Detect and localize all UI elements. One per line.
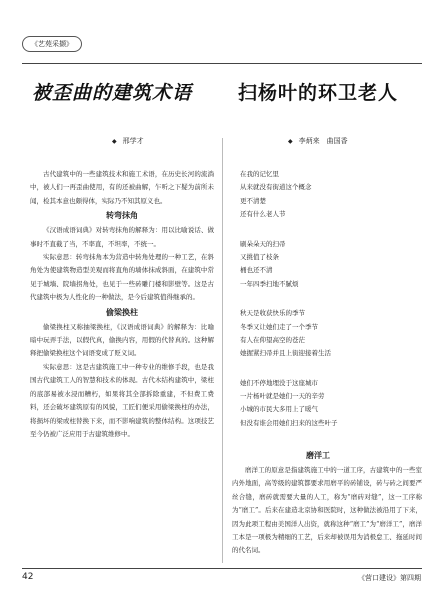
bullet-icon: ◆	[112, 138, 117, 145]
poem-line: 刷朵朵天的扫帚	[240, 239, 286, 248]
poem-line: 冬季又让她们走了一个季节	[240, 322, 318, 331]
poem-line: 从来就没有街道这个概念	[240, 183, 312, 192]
poem-stanza	[232, 238, 422, 292]
poem-line: 有人在仰望高空的苍茫	[240, 335, 305, 344]
column-divider	[222, 138, 223, 563]
right-article-author	[288, 136, 348, 146]
poem	[232, 168, 422, 446]
left-author-name: 邢学才	[122, 137, 144, 145]
paragraph: 偷梁换柱又称抽梁换柱，《汉语成语词典》的解释为：比喻暗中玩弄手法，以假代真，偷换内容，用假的代替真的。这种解释把偷梁换柱这个词语变成了贬义词。	[30, 322, 214, 358]
subheading: 偷梁换柱	[106, 307, 138, 317]
paragraph: 磨洋工的原意是指建筑施工中的一道工序，古建筑中的一些室内外地面，高等级的建筑都要求用磨平的砖铺设，砖与砖之间要严丝合缝，磨砖就需要大量的人工，称为“磨砖对缝”，这一工序称为“磨工”。后来在建造北京协和医院时，这种做法被沿用了下来，因为此项工程由美国洋人出资，就称这种“磨工”为“磨洋工”，磨洋工本是一项极为精细的工艺，后来却被误用为消极怠工、拖延时间的代名词。	[232, 466, 422, 555]
paragraph: 实际意思：转弯抹角本为营造中转角处理的一种工艺，在斜角处为使建筑物造型美观而将直角的墙体抹成斜面，在建筑中常见于城墙、院墙拐角处，也见于一些砖雕门楼和影壁等。这是古代建筑中极为人性化的一种做法，是今后建筑值得继承的。	[30, 253, 214, 302]
left-article-body	[30, 168, 214, 441]
paragraph: 实际意思：这是古建筑施工中一种专业的维修手段，也是我国古代建筑工人的智慧和技术的体现。古代木结构建筑中，梁柱的底部易被水浸而糟朽，如果将其全部拆除重建，不但费工费料，还会破坏建筑原有的风貌，工匠们便采用偷梁换柱的办法，将损坏的梁或柱替换下来，而不影响建筑的整体结构。这项技艺至今仍被广泛应用于古建筑维修中。	[30, 362, 214, 438]
poem-line: 她们不停地埋没于这座城市	[240, 378, 318, 387]
page-number: 42	[22, 572, 34, 582]
poem-line: 在我的记忆里	[240, 170, 279, 178]
right-article-section	[232, 448, 422, 558]
right-author-name: 李炳来 曲国香	[298, 137, 348, 145]
paragraph: 古代建筑中的一些建筑技术和施工术语，在历史长河的流淌中，被人们一再歪曲使用，有的还被曲解，乍听之下疑为前所未闻，检其本意也颇得体，实际乃不知其原义也。	[30, 170, 214, 205]
subheading: 转弯抹角	[106, 211, 138, 221]
poem-line: 她握紧扫帚并且上街迎接着生活	[240, 349, 331, 358]
journal-name: 《营口建设》第四期	[358, 574, 421, 582]
poem-line: 但没有谁会用她们扫来的这些叶子	[240, 418, 338, 427]
poem-line: 一片杨叶就是她们一天的辛劳	[240, 392, 325, 401]
poem-stanza	[232, 377, 422, 431]
poem-line: 桶也还不清	[240, 266, 273, 275]
left-article-title: 被歪曲的建筑术语	[32, 82, 193, 104]
poem-line: 一年四季扫地不腻烦	[240, 279, 299, 288]
poem-line: 又挑值了枝条	[240, 252, 279, 261]
section-tag: 《艺苑采撷》	[22, 36, 82, 52]
poem-line: 秋天是收获快乐的季节	[240, 309, 305, 318]
poem-line: 小城的市民大多用上了暖气	[240, 405, 318, 414]
footer-rule	[22, 568, 422, 569]
left-article-author	[112, 136, 144, 146]
right-article-title: 扫杨叶的环卫老人	[238, 82, 399, 104]
header-rule	[22, 63, 422, 64]
poem-line: 更不清楚	[240, 196, 266, 205]
bullet-icon: ◆	[288, 138, 293, 145]
paragraph: 《汉语成语词典》对转弯抹角的解释为：用以比喻说话、做事时不直截了当，不率直，不坦率，不统一。	[30, 226, 214, 248]
poem-stanza	[232, 307, 422, 361]
poem-line: 还有什么老人节	[240, 210, 286, 219]
poem-stanza	[232, 168, 422, 222]
subheading: 磨洋工	[306, 451, 330, 460]
